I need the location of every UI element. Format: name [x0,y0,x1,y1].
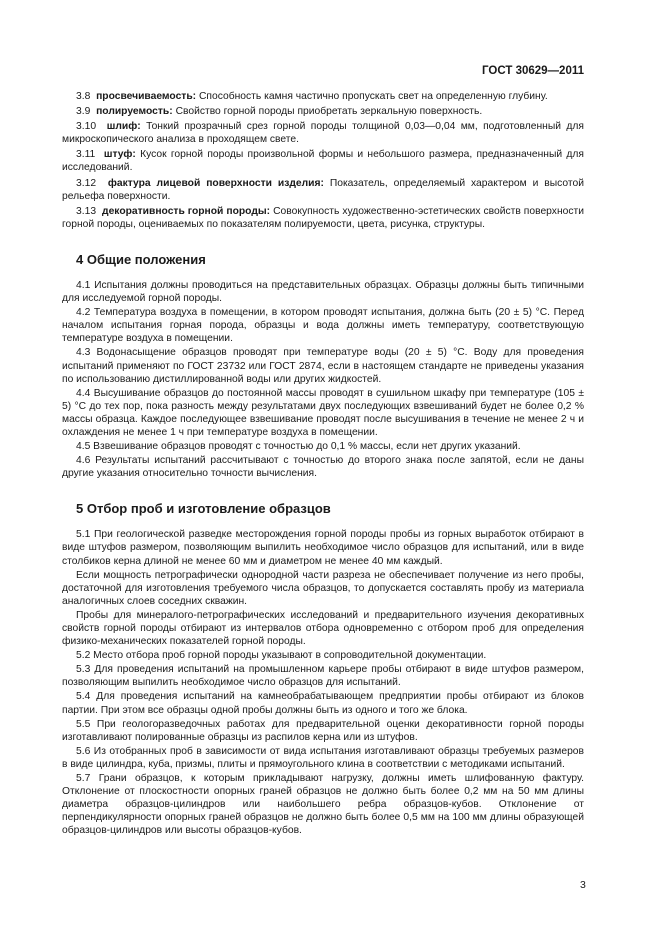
paragraph: 4.3 Водонасыщение образцов проводят при температуре воды (20 ± 5) °С. Воду для проведения испытаний применяют по ГОСТ 23732 или ГОСТ 2874, если в настоящем стандарте не приведены указания по использованию дистиллированной воды или других жидкостей. [62,347,584,385]
paragraph: 5.3 Для проведения испытаний на промышленном карьере пробы отбирают в виде штуфов размером, позволяющим выпилить необходимое число образцов для испытаний. [62,664,584,689]
section-5-heading: 5 Отбор проб и изготовление образцов [76,501,331,517]
section-5-body [62,528,584,837]
definition-item: 3.8 просвечиваемость: Способность камня частично пропускать свет на определенную глубину. [76,91,548,102]
paragraph: 4.5 Взвешивание образцов проводят с точностью до 0,1 % массы, если нет других указаний. [76,441,521,453]
definition-item: 3.9 полируемость: Свойство горной породы приобретать зеркальную поверхность. [76,106,483,118]
page-body [62,90,584,839]
page-number: 3 [580,879,586,891]
definition-item: 3.11 штуф: Кусок горной породы произвольной формы и небольшого размера, предназначенный для исследований. [62,149,584,174]
paragraph: Пробы для минералого-петрографических исследований и предварительного изучения декоративных свойств горной породы отбирают из интервалов отбора одновременно с отбором проб для определения физико-механических показателей горной породы. [62,609,584,648]
definition-item: 3.12 фактура лицевой поверхности изделия: Показатель, определяемый характером и высотой рельефа поверхности. [62,177,584,202]
paragraph: 5.1 При геологической разведке месторождения горной породы пробы из горных выработок отбирают в виде штуфов размером, позволяющим выпилить необходимое число образцов для испытаний, или в виде столбиков керна длиной не менее 60 мм и диаметром не менее 40 мм каждый. [62,529,584,567]
paragraph: Если мощность петрографически однородной части разреза не обеспечивает получение из него пробы, достаточной для изготовления требуемого числа образцов, то допускается составлять пробу из материала аналогичных слоев соседних скважин. [62,569,584,607]
paragraph: 5.4 Для проведения испытаний на камнеобрабатывающем предприятии пробы отбирают из блоков партии. При этом все образцы одной пробы должны быть из одного и того же блока. [62,691,584,716]
definition-item: 3.10 шлиф: Тонкий прозрачный срез горной породы толщиной 0,03—0,04 мм, подготовленный для микроскопического анализа в проходящем свете. [62,121,584,146]
paragraph: 5.5 При геологоразведочных работах для предварительной оценки декоративности горной породы изготавливают полированные образцы из распилов керна или из штуфов. [62,718,584,743]
section-4-body [62,279,584,480]
paragraph: 4.2 Температура воздуха в помещении, в котором проводят испытания, должна быть (20 ± 5) °С. Перед началом испытания горная порода, образцы и вода должны иметь температуру, соответствующую температуре воздуха в помещении. [62,307,584,345]
paragraph: 4.4 Высушивание образцов до постоянной массы проводят в сушильном шкафу при температуре (105 ± 5) °С до тех пор, пока разность между результатами двух последующих взвешиваний будет не более 0,2 % массы образца. Каждое последующее взвешивание проводят после высушивания в течение не менее 2 ч и охлаждения не менее 1 ч при температуре воздуха в помещении. [62,387,584,438]
paragraph: 4.6 Результаты испытаний рассчитывают с точностью до второго знака после запятой, если не даны другие указания относительно точности вычисления. [62,455,584,480]
definitions-list [62,90,584,231]
paragraph: 4.1 Испытания должны проводиться на представительных образцах. Образцы должны быть типичными для исследуемой горной породы. [62,279,584,305]
definition-item: 3.13 декоративность горной породы: Совокупность художественно-эстетических свойств поверхности горной породы, оцениваемых по показателям полируемости, цвета, рисунка, структуры. [62,205,584,230]
section-4-heading: 4 Общие положения [76,251,206,267]
paragraph: 5.2 Место отбора проб горной породы указывают в сопроводительной документации. [76,650,487,662]
paragraph: 5.6 Из отобранных проб в зависимости от вида испытания изготавливают образцы требуемых размеров в виде цилиндра, куба, призмы, плиты и прямоугольного клина в соответствии с методиками испытаний. [62,745,584,770]
standard-number: ГОСТ 30629—2011 [482,65,584,77]
paragraph: 5.7 Грани образцов, к которым прикладывают нагрузку, должны иметь шлифованную фактуру. Отклонение от плоскостности опорных граней образцов не должно быть более 0,2 мм на 50 мм длины диаметра образцов-цилиндров или наибольшего ребра образцов-кубов. Отклонение от перпендикулярности опорных граней образцов не должно быть более 0,5 мм на 100 мм длины образующей образцов-цилиндров или высоты образцов-кубов. [62,773,584,837]
